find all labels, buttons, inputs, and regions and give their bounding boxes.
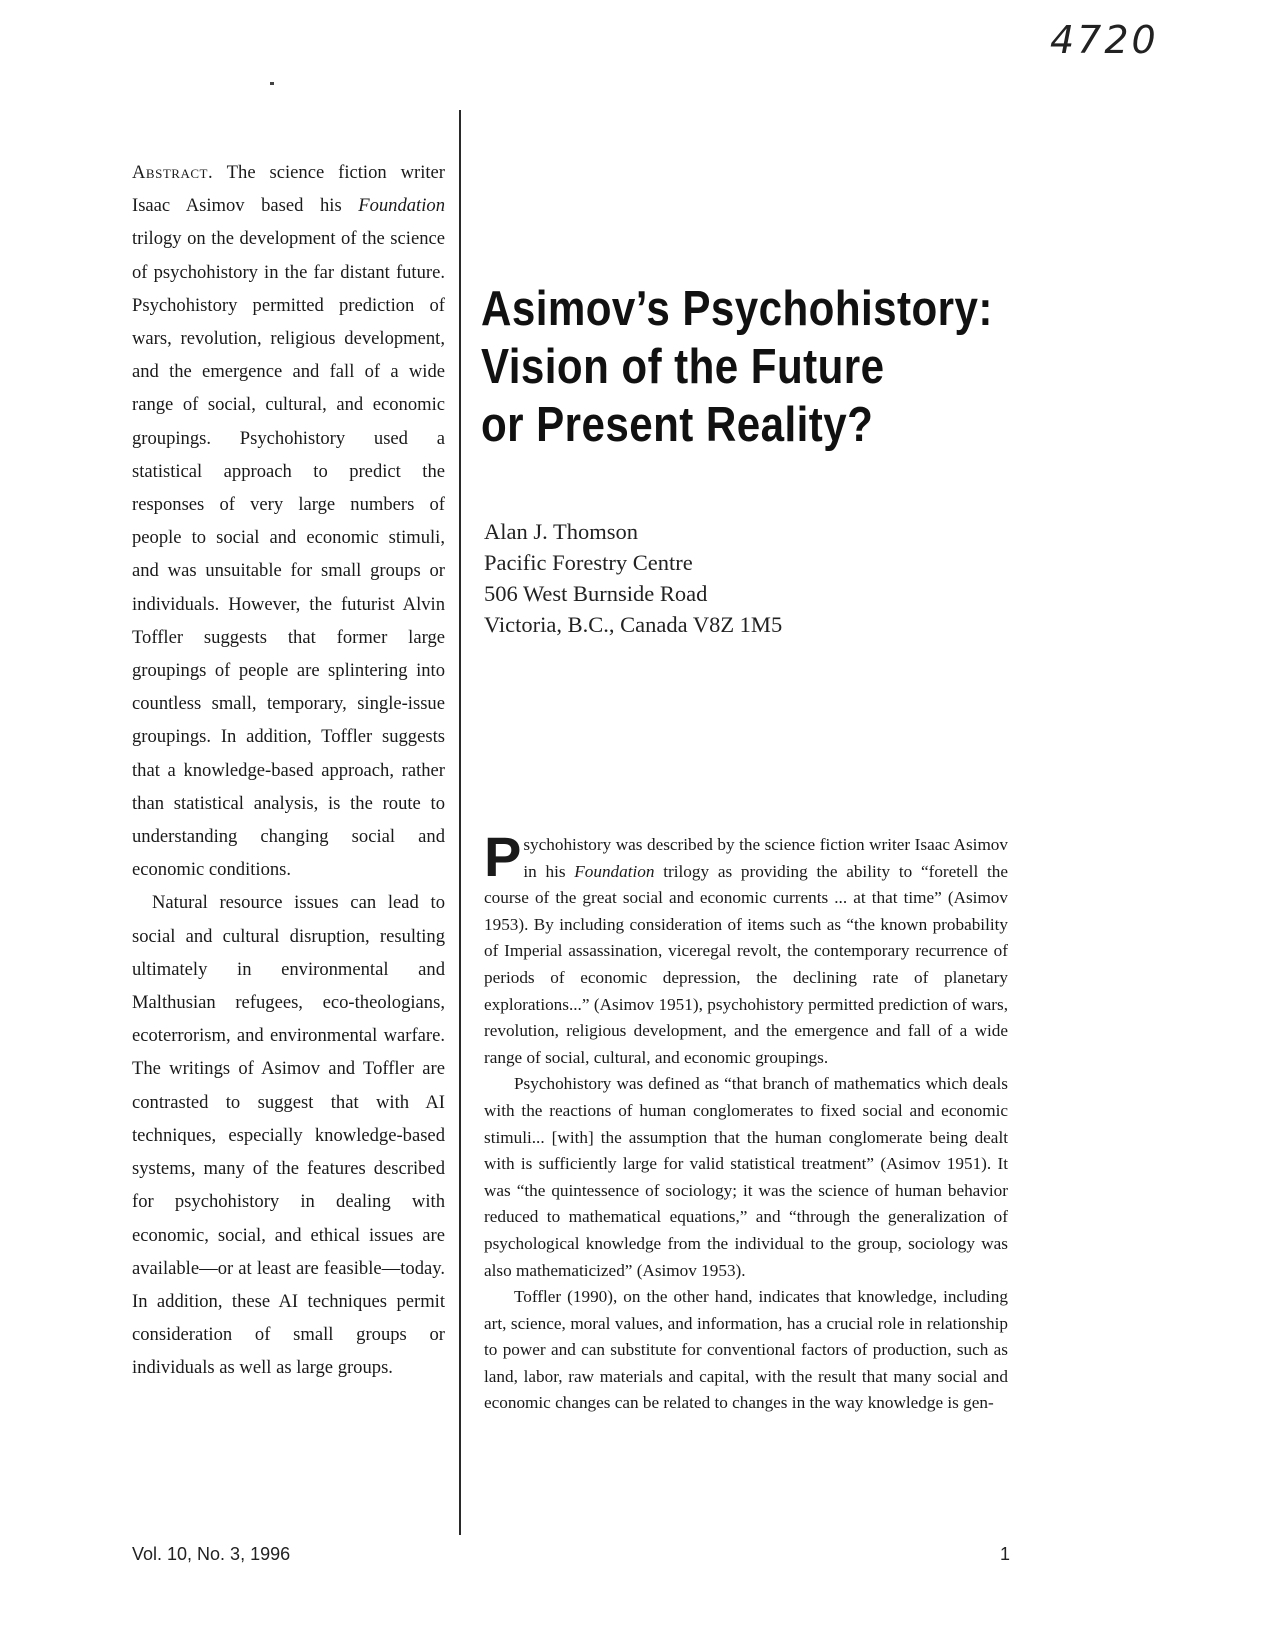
abstract-column — [132, 156, 445, 1385]
article-title — [481, 280, 993, 454]
abstract-paragraph-1 — [132, 156, 445, 886]
stray-mark — [270, 82, 274, 85]
abstract-text-rest: trilogy on the development of the science of psychohistory in the far distant future. Psychohistory permitted prediction of wars, revolution, religious development, and the emergence and fall of a wide range of social, cultural, and economic groupings. Psychohistory used a statistical approach to predict the responses of very large numbers of people to social and economic stimuli, and was unsuitable for small groups or individuals. However, the futurist Alvin Toffler suggests that former large groupings of people are splintering into countless small, temporary, single-issue groupings. In addition, Toffler suggests that a knowledge-based approach, rather than statistical analysis, is the route to understanding changing social and economic conditions. — [132, 228, 445, 881]
author-name: Alan J. Thomson — [484, 519, 638, 544]
body-p1-rest: trilogy as providing the ability to “foretell the course of the great social and economic currents ... at that time” (Asimov 1953). By including consideration of items such as “the known probability of Imperial assassination, viceregal revolt, the contemporary recurrence of periods of economic depression, the declining rate of planetary explorations...” (Asimov 1951), psychohistory permitted prediction of wars, revolution, religious development, and the emergence and fall of a wide range of social, cultural, and economic groupings. — [484, 861, 1008, 1067]
abstract-label: Abstract. — [132, 162, 214, 183]
author-street: 506 West Burnside Road — [484, 581, 708, 606]
footer-volume: Vol. 10, No. 3, 1996 — [132, 1544, 291, 1564]
title-line-2: Vision of the Future — [481, 340, 885, 394]
column-divider — [459, 110, 461, 1535]
body-p1-start: sychohistory was described by the science fiction writer Isaac Asimov in his — [523, 835, 1008, 881]
author-organization: Pacific Forestry Centre — [484, 550, 693, 575]
title-line-1: Asimov’s Psychohistory: — [481, 282, 993, 336]
author-city: Victoria, B.C., Canada V8Z 1M5 — [484, 612, 783, 637]
title-line-3: or Present Reality? — [481, 398, 874, 452]
body-paragraph-3: Toffler (1990), on the other hand, indicates that knowledge, including art, science, moral values, and information, has a crucial role in relationship to power and can substitute for conventional factors of production, such as land, labor, raw materials and capital, with the result that many social and economic changes can be related to changes in the way knowledge is gen- — [484, 1287, 1008, 1413]
abstract-italic-title: Foundation — [358, 195, 445, 217]
body-paragraph-2: Psychohistory was defined as “that branch of mathematics which deals with the reactions of human conglomerates to fixed social and economic stimuli... [with] the assumption that the human conglomerate being dealt with is sufficiently large for valid statistical treatment” (Asimov 1951). It was “the quintessence of sociology; it was the science of human behavior reduced to mathematical equations,” and “through the generalization of psychological knowledge from the individual to the group, sociology was also mathematicized” (Asimov 1953). — [484, 1074, 1008, 1280]
abstract-text-start: The science fiction writer Isaac Asimov based his — [132, 162, 445, 217]
article-body — [484, 825, 1008, 1417]
author-block — [484, 516, 782, 640]
footer-page-number: 1 — [1000, 1544, 1011, 1564]
body-italic-title: Foundation — [574, 861, 655, 881]
drop-cap: P — [484, 825, 522, 888]
body-paragraph-1 — [484, 825, 1008, 1071]
abstract-paragraph-2: Natural resource issues can lead to social and cultural disruption, resulting ultimately in environmental and Malthusian refugees, eco-theologians, ecoterrorism, and environmental warfare. The writings of Asimov and Toffler are contrasted to suggest that with AI techniques, especially knowledge-based systems, many of the features described for psychohistory in dealing with economic, social, and ethical issues are available—or at least are feasible—today. In addition, these AI techniques permit consideration of small groups or individuals as well as large groups. — [132, 892, 445, 1379]
handwritten-number: 4720 — [1050, 18, 1159, 62]
